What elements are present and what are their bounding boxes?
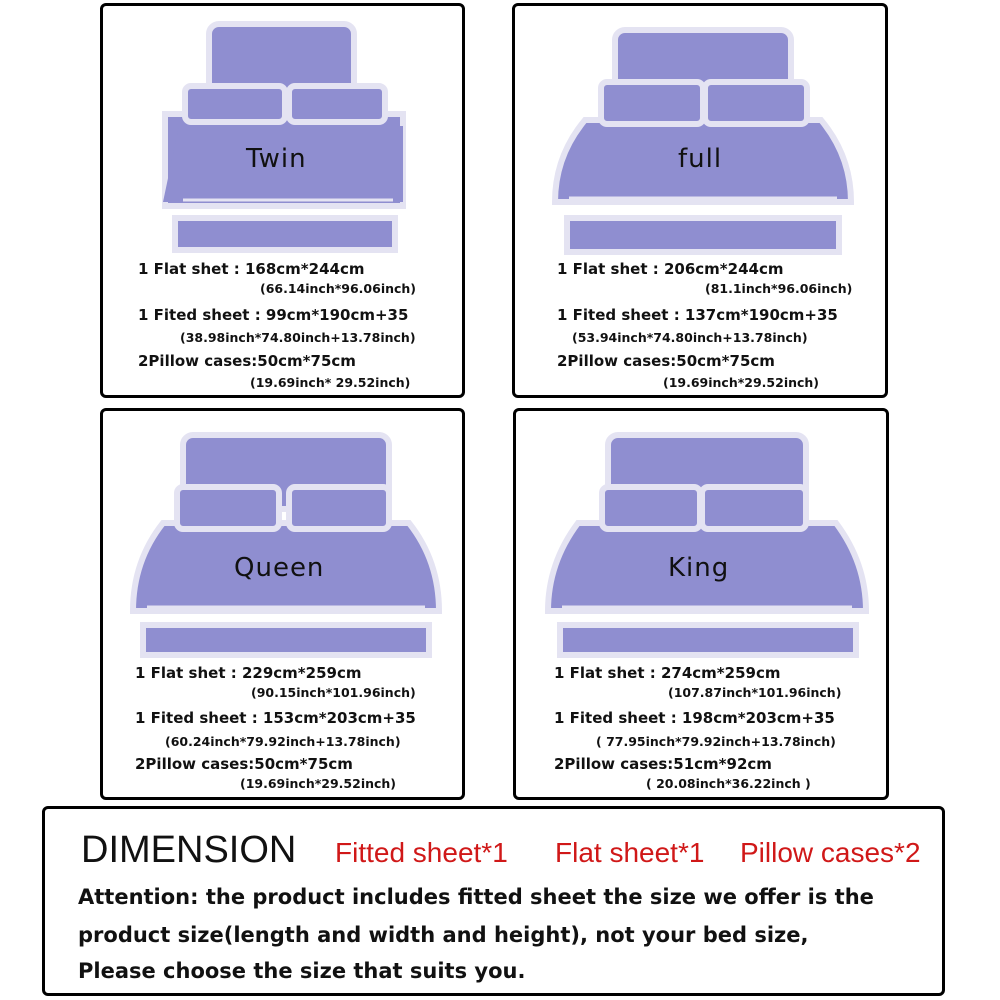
- size-name: Twin: [246, 144, 307, 174]
- pillow-case-inch: ( 20.08inch*36.22inch ): [646, 776, 811, 791]
- pillow-case-inch: (19.69inch*29.52inch): [240, 776, 397, 791]
- fitted-sheet-inch: (38.98inch*74.80inch+13.78inch): [180, 330, 416, 345]
- fitted-sheet-inch: (60.24inch*79.92inch+13.78inch): [165, 734, 401, 749]
- pillow-case-spec: 2Pillow cases:51cm*92cm: [554, 755, 772, 773]
- dimension-title: DIMENSION: [81, 829, 297, 871]
- fitted-sheet-spec: 1 Fited sheet : 198cm*203cm+35: [554, 709, 835, 727]
- flat-sheet-spec: 1 Flat shet : 206cm*244cm: [557, 260, 784, 278]
- attention-line-1: Attention: the product includes fitted sheet the size we offer is the: [78, 885, 874, 909]
- pillow-case-inch: (19.69inch*29.52inch): [663, 375, 820, 390]
- flat-sheet-spec: 1 Flat shet : 168cm*244cm: [138, 260, 365, 278]
- flat-sheet-count: Flat sheet*1: [555, 837, 705, 868]
- attention-line-3: Please choose the size that suits you.: [78, 959, 526, 983]
- fitted-sheet-spec: 1 Fited sheet : 137cm*190cm+35: [557, 306, 838, 324]
- pillow-case-inch: (19.69inch* 29.52inch): [250, 375, 411, 390]
- pillow-case-spec: 2Pillow cases:50cm*75cm: [135, 755, 353, 773]
- size-card-twin: [100, 3, 465, 398]
- flat-sheet-spec: 1 Flat shet : 229cm*259cm: [135, 664, 362, 682]
- flat-sheet-inch: (66.14inch*96.06inch): [260, 281, 417, 296]
- pillow-case-spec: 2Pillow cases:50cm*75cm: [138, 352, 356, 370]
- bed-illustration: [516, 411, 892, 666]
- attention-line-2: product size(length and width and height), not your bed size,: [78, 923, 809, 947]
- size-card-full: [512, 3, 888, 398]
- bed-illustration: [103, 6, 468, 256]
- fitted-sheet-spec: 1 Fited sheet : 99cm*190cm+35: [138, 306, 409, 324]
- pillow-case-count: Pillow cases*2: [740, 837, 921, 868]
- fitted-sheet-inch: ( 77.95inch*79.92inch+13.78inch): [596, 734, 836, 749]
- size-name: Queen: [234, 553, 325, 583]
- pillow-case-spec: 2Pillow cases:50cm*75cm: [557, 352, 775, 370]
- flat-sheet-inch: (90.15inch*101.96inch): [251, 685, 416, 700]
- flat-sheet-spec: 1 Flat shet : 274cm*259cm: [554, 664, 781, 682]
- size-name: full: [678, 144, 723, 174]
- size-card-king: [513, 408, 889, 800]
- fitted-sheet-inch: (53.94inch*74.80inch+13.78inch): [572, 330, 808, 345]
- dimension-panel: [42, 806, 945, 996]
- size-name: King: [668, 553, 730, 583]
- size-card-queen: [100, 408, 465, 800]
- fitted-sheet-count: Fitted sheet*1: [335, 837, 508, 868]
- flat-sheet-inch: (107.87inch*101.96inch): [668, 685, 842, 700]
- flat-sheet-inch: (81.1inch*96.06inch): [705, 281, 853, 296]
- fitted-sheet-spec: 1 Fited sheet : 153cm*203cm+35: [135, 709, 416, 727]
- bed-illustration: [515, 6, 891, 256]
- bed-illustration: [103, 411, 468, 666]
